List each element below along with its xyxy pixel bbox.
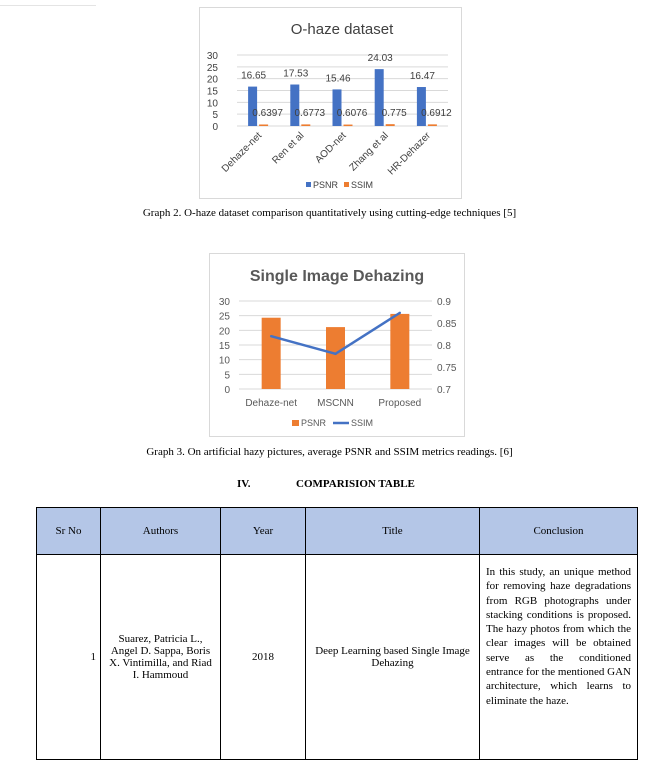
y-right-tick-label: 0.85 (437, 319, 457, 330)
x-tick-label: Zhang et al (347, 130, 391, 174)
header-sr-no: Sr No (37, 508, 101, 555)
ssim-data-label: 0.6912 (421, 108, 452, 119)
y-left-tick-label: 20 (218, 326, 230, 338)
ssim-bar (386, 124, 395, 126)
chart-title: O-haze dataset (290, 21, 394, 38)
y-right-tick-label: 0.8 (437, 341, 451, 352)
x-tick-label: Dehaze-net (245, 398, 298, 409)
psnr-data-label: 24.03 (367, 53, 393, 65)
ssim-data-label: 0.6076 (336, 108, 368, 119)
section-title: COMPARISION TABLE (296, 478, 415, 490)
o-haze-chart-svg (200, 8, 461, 198)
ssim-bar (259, 124, 268, 126)
y-tick-label: 30 (206, 51, 218, 62)
table-header-row (37, 508, 638, 555)
x-tick-label: MSCNN (317, 398, 354, 409)
ssim-data-label: 0.6397 (252, 108, 283, 119)
cell-year: 2018 (221, 555, 306, 760)
comparison-table (36, 507, 638, 760)
legend-psnr-swatch (306, 182, 311, 187)
y-right-tick-label: 0.75 (437, 363, 457, 374)
psnr-bar (262, 318, 281, 389)
ssim-bar (344, 125, 353, 127)
ssim-bar (428, 124, 437, 126)
graph2-caption: Graph 2. O-haze dataset comparison quantitatively using cutting-edge techniques [5] (142, 207, 517, 219)
single-image-dehazing-chart (209, 253, 465, 437)
psnr-data-label: 16.65 (241, 70, 267, 82)
x-tick-label: Proposed (378, 398, 422, 409)
psnr-data-label: 17.53 (283, 68, 309, 80)
single-image-dehazing-chart-svg (210, 254, 464, 436)
y-left-tick-label: 25 (218, 311, 230, 323)
y-tick-label: 20 (206, 74, 218, 86)
legend-psnr-label: PSNR (313, 180, 339, 190)
y-tick-label: 10 (206, 98, 218, 110)
y-left-tick-label: 10 (218, 355, 230, 367)
header-year: Year (221, 508, 306, 555)
chart-title: Single Image Dehazing (249, 268, 425, 285)
legend-ssim-swatch (344, 182, 349, 187)
ssim-data-label: 0.775 (381, 108, 407, 119)
graph3-caption: Graph 3. On artificial hazy pictures, average PSNR and SSIM metrics readings. [6] (146, 446, 513, 458)
psnr-bar (248, 87, 257, 126)
y-tick-label: 5 (212, 110, 218, 122)
psnr-data-label: 15.46 (325, 73, 351, 85)
psnr-bar (417, 87, 426, 126)
y-left-tick-label: 5 (224, 370, 230, 382)
psnr-bar (390, 314, 409, 389)
ssim-data-label: 0.6773 (294, 108, 326, 119)
y-left-tick-label: 0 (224, 385, 230, 396)
y-tick-label: 25 (206, 62, 218, 74)
o-haze-chart (199, 7, 462, 199)
x-tick-label: Ren et al (270, 130, 307, 167)
section-number: IV. (237, 478, 251, 490)
legend-psnr-swatch (292, 420, 299, 426)
y-right-tick-label: 0.7 (437, 385, 451, 396)
top-edge-fragment (0, 0, 96, 6)
legend-ssim-label: SSIM (351, 418, 374, 428)
cell-title: Deep Learning based Single Image Dehazing (306, 555, 480, 760)
psnr-bar (290, 85, 299, 126)
cell-conclusion: In this study, an unique method for removing haze degradations from RGB photographs under stacking conditions is proposed. The hazy photos from which the clear images will be obtained serve as the conditioned entrance for the mentioned GAN architecture, which learns to eliminate the haze. (480, 555, 638, 760)
y-tick-label: 0 (212, 122, 218, 133)
table-row (37, 555, 638, 760)
ssim-bar (301, 124, 310, 126)
header-conclusion: Conclusion (480, 508, 638, 555)
header-title: Title (306, 508, 480, 555)
psnr-data-label: 16.47 (409, 71, 435, 83)
y-tick-label: 15 (206, 86, 218, 98)
y-left-tick-label: 15 (218, 341, 230, 352)
cell-authors: Suarez, Patricia L., Angel D. Sappa, Boris X. Vintimilla, and Riad I. Hammoud (101, 555, 221, 760)
ssim-point (270, 335, 272, 337)
header-authors: Authors (101, 508, 221, 555)
ssim-point (399, 312, 401, 314)
cell-sr-no: 1 (37, 555, 101, 760)
legend-psnr-label: PSNR (301, 418, 327, 428)
psnr-bar (326, 327, 345, 389)
y-left-tick-label: 30 (218, 297, 230, 308)
y-right-tick-label: 0.9 (437, 297, 451, 308)
x-tick-label: AOD-net (313, 130, 349, 166)
legend-ssim-label: SSIM (351, 180, 374, 190)
ssim-point (334, 353, 336, 355)
x-tick-label: Dehaze-net (219, 130, 265, 175)
x-tick-label: HR-Dehazer (385, 130, 434, 178)
